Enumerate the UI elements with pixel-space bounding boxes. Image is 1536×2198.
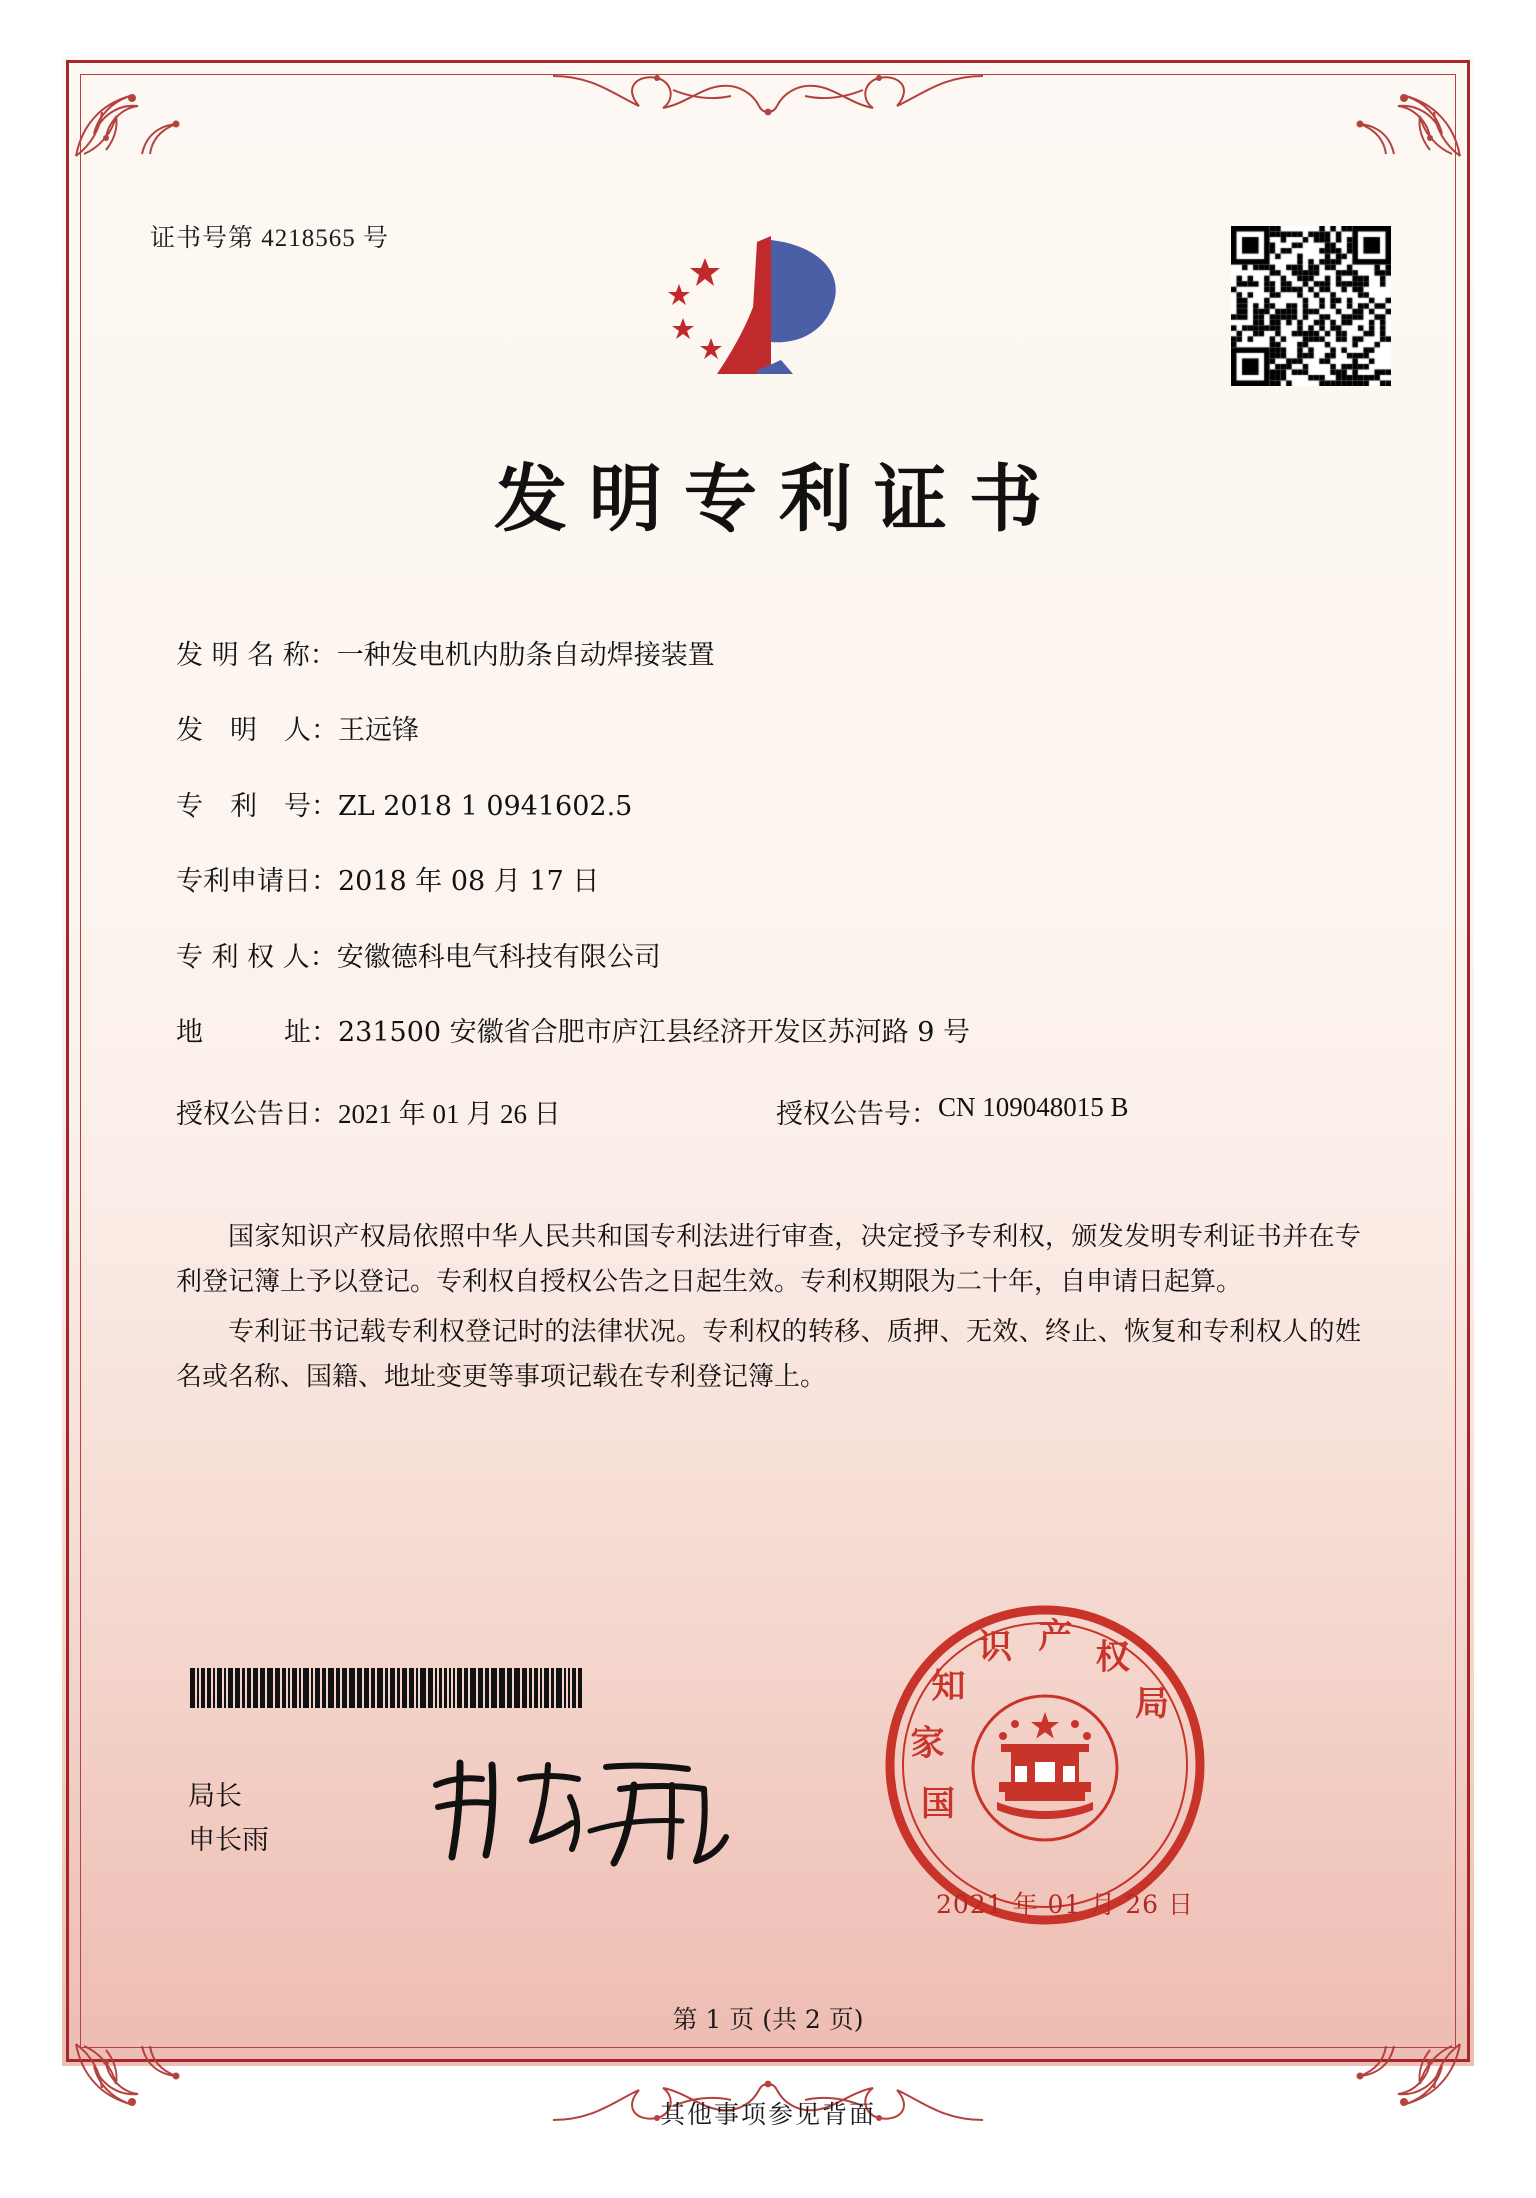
field-value: 2018 年 08 月 17 日 (338, 866, 600, 898)
signature-block (188, 1775, 269, 1862)
seal-date: 2021 年 01 月 26 日 (936, 1890, 1194, 1919)
field-row-address (176, 1017, 1356, 1049)
field-row-invention-name (176, 640, 1356, 672)
field-label: 地 址： (176, 1016, 338, 1048)
svg-text:知: 知 (931, 1666, 966, 1707)
svg-text:产: 产 (1038, 1616, 1073, 1657)
paragraph-grant: 国家知识产权局依照中华人民共和国专利法进行审查，决定授予专利权，颁发发明专利证书并在专利登记簿上予以登记。专利权自授权公告之日起生效。专利权期限为二十年，自申请日起算。 (176, 1222, 1361, 1297)
field-label: 授权公告日： (176, 1099, 338, 1130)
field-label: 专 利 号： (176, 790, 338, 822)
svg-text:权: 权 (1095, 1637, 1130, 1678)
field-label: 发 明 名 称： (176, 640, 337, 671)
field-value: 231500 安徽省合肥市庐江县经济开发区苏河路 9 号 (338, 1016, 970, 1048)
field-label: 授权公告号： (776, 1099, 938, 1130)
grant-date-group (176, 1092, 776, 1131)
field-label: 发 明 人： (176, 715, 338, 747)
svg-text:国: 国 (921, 1783, 956, 1824)
cnipa-logo-icon (653, 222, 883, 392)
field-label: 专 利 权 人： (176, 941, 337, 973)
field-value: 王远锋 (338, 715, 419, 747)
svg-text:识: 识 (978, 1627, 1013, 1668)
footnote: 其他事项参见背面 (659, 2100, 876, 2129)
field-list (176, 640, 1356, 1161)
field-value: ZL 2018 1 0941602.5 (338, 790, 633, 822)
paragraph-registry: 专利证书记载专利权登记时的法律状况。专利权的转移、质押、无效、终止、恢复和专利权人的姓名或名称、国籍、地址变更等事项记载在专利登记簿上。 (176, 1317, 1361, 1393)
field-label: 专利申请日： (176, 866, 338, 898)
corner-ornament-icon (72, 64, 222, 160)
field-value: 一种发电机内肋条自动焊接装置 (336, 640, 715, 671)
legal-text (176, 1215, 1361, 1406)
barcode (190, 1668, 585, 1708)
field-value: CN 109048015 B (938, 1092, 1129, 1123)
handwritten-signature-icon (420, 1745, 760, 1875)
certificate-number: 证书号第 4218565 号 (150, 225, 390, 252)
field-row-patentee (176, 942, 1356, 974)
field-row-patent-number (176, 791, 1356, 823)
top-flourish-icon (553, 60, 983, 134)
field-value: 安徽德科电气科技有限公司 (336, 941, 661, 973)
field-row-application-date (176, 866, 1356, 898)
signature-role: 局长 (188, 1781, 242, 1812)
page-title: 发明专利证书 (494, 456, 1064, 542)
field-row-grant-publication (176, 1092, 1356, 1131)
field-value: 2021 年 01 月 26 日 (338, 1099, 561, 1130)
official-seal (880, 1600, 1210, 1930)
page-indicator: 第 1 页 (共 2 页) (672, 2005, 864, 2034)
svg-text:家: 家 (910, 1723, 945, 1764)
qr-code (1231, 226, 1391, 386)
signature-name: 申长雨 (188, 1824, 269, 1856)
svg-text:局: 局 (1134, 1684, 1169, 1725)
field-row-inventor (176, 715, 1356, 747)
corner-ornament-icon (1314, 64, 1464, 160)
publication-number-group (776, 1092, 1356, 1131)
